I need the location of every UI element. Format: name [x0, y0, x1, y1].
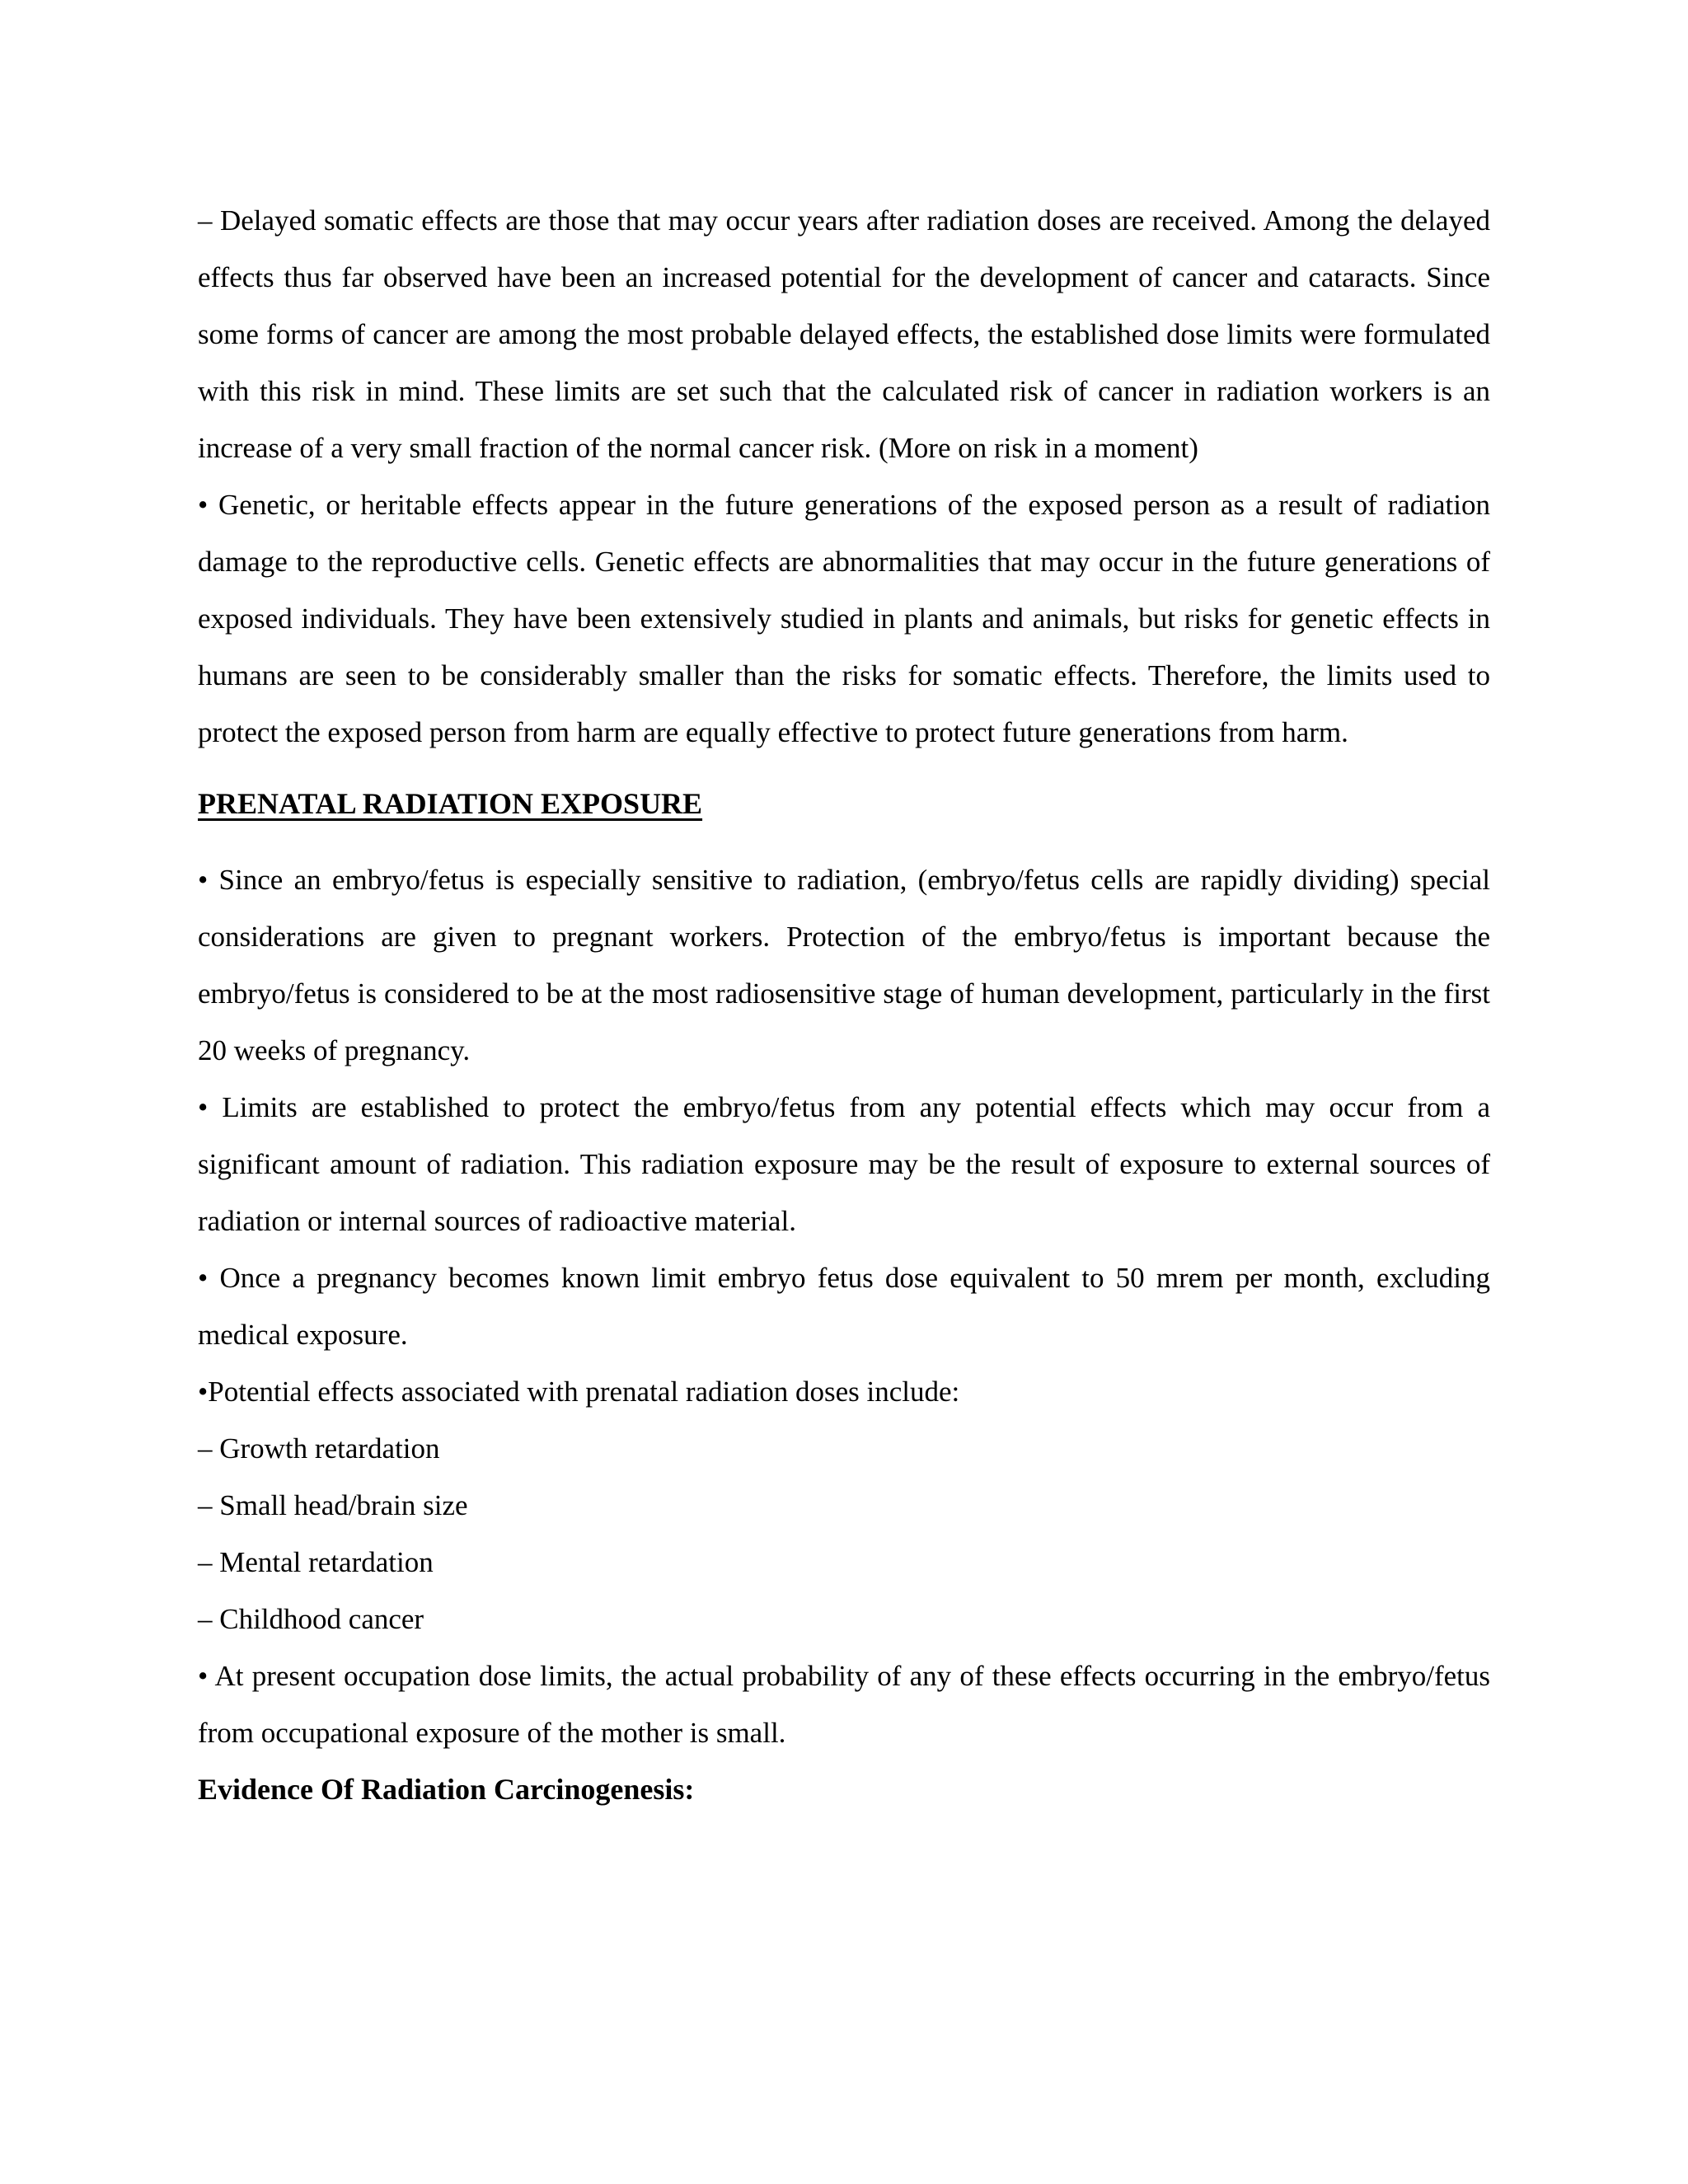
paragraph-pregnancy-limit: • Once a pregnancy becomes known limit embryo fetus dose equivalent to 50 mrem per month, excluding medical exposure. [198, 1262, 1490, 1351]
effects-list [198, 1420, 1490, 1647]
list-item: – Growth retardation [198, 1432, 440, 1465]
heading-evidence-carcinogenesis: Evidence Of Radiation Carcinogenesis: [198, 1773, 695, 1806]
paragraph-delayed-effects: – Delayed somatic effects are those that may occur years after radiation doses are received. Among the delayed effects thus far observed have been an increased potential for the development of cancer and cataracts. Since some forms of cancer are among the most probable delayed effects, the established dose limits were formulated with this risk in mind. These limits are set such that the calculated risk of cancer in radiation workers is an increase of a very small fraction of the normal cancer risk. (More on risk in a moment) [198, 204, 1490, 464]
heading-prenatal-radiation-exposure: PRENATAL RADIATION EXPOSURE [198, 787, 703, 820]
list-item: – Small head/brain size [198, 1489, 468, 1521]
paragraph-potential-effects: •Potential effects associated with prenatal radiation doses include: [198, 1376, 960, 1408]
paragraph-limits: • Limits are established to protect the embryo/fetus from any potential effects which may occur from a significant amount of radiation. This radiation exposure may be the result of exposure to external sources of radiation or internal sources of radioactive material. [198, 1091, 1490, 1237]
paragraph-present-limits: • At present occupation dose limits, the actual probability of any of these effects occurring in the embryo/fetus from occupational exposure of the mother is small. [198, 1660, 1490, 1749]
paragraph-genetic-effects: • Genetic, or heritable effects appear in the future generations of the exposed person as a result of radiation damage to the reproductive cells. Genetic effects are abnormalities that may occur in the future generations of exposed individuals. They have been extensively studied in plants and animals, but risks for genetic effects in humans are seen to be considerably smaller than the risks for somatic effects. Therefore, the limits used to protect the exposed person from harm are equally effective to protect future generations from harm. [198, 489, 1490, 748]
list-item: – Childhood cancer [198, 1603, 424, 1635]
list-item: – Mental retardation [198, 1546, 434, 1578]
paragraph-embryo-sensitivity: • Since an embryo/fetus is especially sensitive to radiation, (embryo/fetus cells are rapidly dividing) special considerations are given to pregnant workers. Protection of the embryo/fetus is important because the embryo/fetus is considered to be at the most radiosensitive stage of human development, particularly in the first 20 weeks of pregnancy. [198, 864, 1490, 1066]
document-page [198, 192, 1490, 1818]
